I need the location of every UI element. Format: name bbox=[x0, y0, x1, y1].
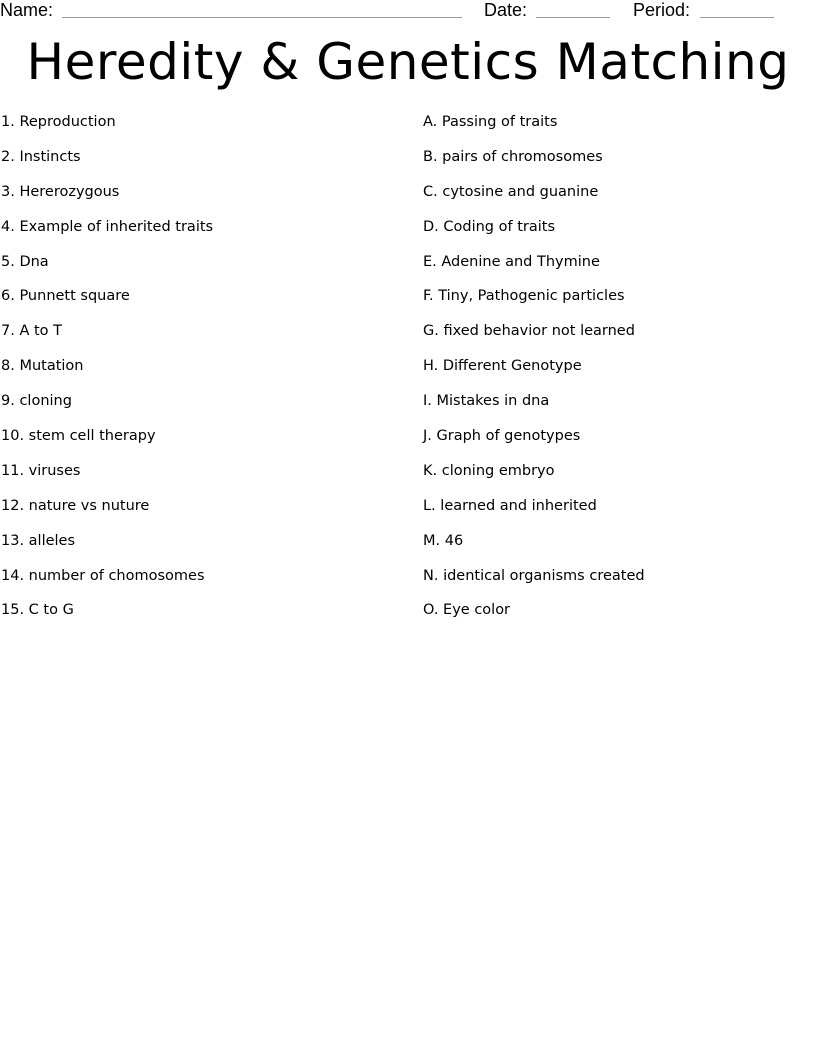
term-item: 7. A to T bbox=[1, 323, 62, 340]
definition-item: G. fixed behavior not learned bbox=[423, 323, 635, 340]
definition-item: M. 46 bbox=[423, 532, 464, 549]
term-item: 15. C to G bbox=[1, 602, 74, 619]
term-item: 13. alleles bbox=[1, 532, 76, 549]
definition-item: N. identical organisms created bbox=[423, 567, 645, 584]
definition-item: C. cytosine and guanine bbox=[423, 183, 599, 200]
page-title: Heredity & Genetics Matching bbox=[26, 33, 790, 91]
term-item: 10. stem cell therapy bbox=[1, 428, 156, 445]
period-blank[interactable] bbox=[700, 17, 774, 18]
term-item: 4. Example of inherited traits bbox=[1, 218, 214, 235]
term-item: 6. Punnett square bbox=[1, 288, 130, 305]
term-item: 12. nature vs nuture bbox=[1, 497, 150, 514]
term-item: 2. Instincts bbox=[1, 148, 81, 165]
definitions-column bbox=[423, 111, 813, 634]
term-item: 3. Hererozygous bbox=[1, 183, 120, 200]
term-item: 14. number of chomosomes bbox=[1, 567, 205, 584]
date-blank[interactable] bbox=[536, 17, 610, 18]
name-blank[interactable] bbox=[62, 17, 462, 18]
definition-item: O. Eye color bbox=[423, 602, 511, 619]
definition-item: J. Graph of genotypes bbox=[423, 428, 581, 445]
definition-item: I. Mistakes in dna bbox=[423, 393, 550, 410]
term-item: 5. Dna bbox=[1, 253, 49, 270]
definition-item: A. Passing of traits bbox=[423, 114, 558, 130]
definition-item: D. Coding of traits bbox=[423, 218, 556, 235]
definition-item: E. Adenine and Thymine bbox=[423, 253, 600, 270]
definition-item: F. Tiny, Pathogenic particles bbox=[423, 288, 625, 305]
term-item: 1. Reproduction bbox=[1, 114, 116, 130]
terms-column bbox=[1, 111, 401, 634]
definition-item: L. learned and inherited bbox=[423, 497, 597, 514]
date-label: Date: bbox=[484, 0, 528, 20]
name-label: Name: bbox=[0, 0, 54, 20]
term-item: 9. cloning bbox=[1, 393, 72, 410]
definition-item: B. pairs of chromosomes bbox=[423, 148, 603, 165]
definition-item: H. Different Genotype bbox=[423, 358, 582, 375]
period-label: Period: bbox=[633, 0, 691, 20]
term-item: 11. viruses bbox=[1, 462, 81, 479]
term-item: 8. Mutation bbox=[1, 358, 84, 375]
definition-item: K. cloning embryo bbox=[423, 462, 555, 479]
